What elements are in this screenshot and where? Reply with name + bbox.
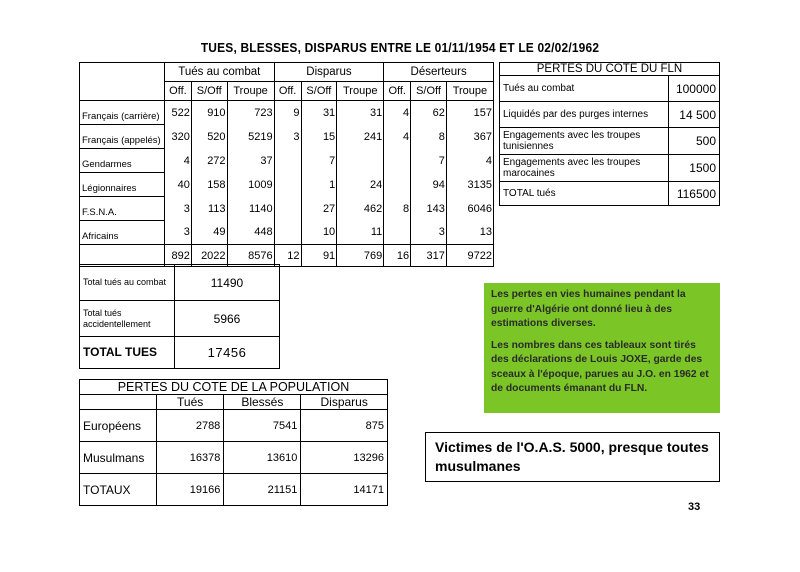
fln-row-value: 100000 [669,76,720,102]
subcolumn-header: Troupe [337,82,384,101]
oas-victims-box: Victimes de l'O.A.S. 5000, presque toutes musulmanes [425,432,720,482]
row-label: Français (appelés) [80,125,165,149]
table-cell [274,221,301,245]
fln-row-label: Liquidés par des purges internes [500,102,669,128]
table-cell: 157 [446,101,493,125]
table-cell [274,197,301,221]
table-cell: 7 [411,149,447,173]
subcolumn-header: Off. [274,82,301,101]
note-paragraph-sources: Les nombres dans ces tableaux sont tirés des déclarations de Louis JOXE, garde des sceaux à l'époque, parues au J.O. en 1962 et de documents émanant du FLN. [491,339,709,394]
total-cell: 12 [274,245,301,267]
population-total-cell: 21151 [224,474,301,506]
table-cell: 1 [301,173,337,197]
table-cell: 241 [337,125,384,149]
table-row [80,101,494,125]
table-cell: 910 [191,101,227,125]
table-cell: 3 [165,197,192,221]
population-cell: 7541 [224,410,301,442]
table-cell: 367 [446,125,493,149]
population-cell: 875 [301,410,388,442]
row-label: Français (carrière) [80,101,165,125]
total-cell: 317 [411,245,447,267]
table-cell: 1140 [227,197,274,221]
total-cell: 2022 [191,245,227,267]
fln-total-value: 116500 [669,182,720,206]
table-cell: 37 [227,149,274,173]
killed-summary-table [79,264,280,369]
table-cell: 10 [301,221,337,245]
group-header-killed: Tués au combat [165,63,275,82]
row-label: Gendarmes [80,149,165,173]
subcolumn-header: S/Off [191,82,227,101]
population-total-label: TOTAUX [80,474,157,506]
accident-total-value: 5966 [175,301,280,337]
table-cell: 27 [301,197,337,221]
population-cell: 2788 [157,410,224,442]
fln-row-value: 14 500 [669,102,720,128]
population-cell: 13610 [224,442,301,474]
population-column-header: Disparus [301,395,388,410]
table-cell: 7 [301,149,337,173]
table-cell: 3 [411,221,447,245]
table-cell: 49 [191,221,227,245]
table-cell: 94 [411,173,447,197]
total-cell: 91 [301,245,337,267]
table-cell [384,173,411,197]
fln-header: PERTES DU COTE DU FLN [500,63,720,76]
table-cell: 113 [191,197,227,221]
population-losses-table [79,379,388,506]
accident-total-label: Total tués accidentellement [80,301,175,337]
table-cell: 40 [165,173,192,197]
table-cell [337,149,384,173]
table-cell: 448 [227,221,274,245]
subcolumn-header: Troupe [446,82,493,101]
table-row [80,149,494,173]
group-header-deserters: Déserteurs [384,63,494,82]
page-title: TUES, BLESSES, DISPARUS ENTRE LE 01/11/1954 ET LE 02/02/1962 [200,40,600,55]
table-cell: 3 [274,125,301,149]
page-number: 33 [688,501,701,513]
population-header: PERTES DU COTE DE LA POPULATION [80,380,388,395]
table-cell: 3135 [446,173,493,197]
population-cell: 13296 [301,442,388,474]
table-row [80,125,494,149]
combat-total-value: 11490 [175,265,280,301]
table-cell: 723 [227,101,274,125]
note-paragraph-estimates: Les pertes en vies humaines pendant la guerre d'Algérie ont donné lieu à des estimations diverses. [491,289,686,329]
subcolumn-header: S/Off [301,82,337,101]
population-corner-cell [80,395,157,410]
grand-total-label: TOTAL TUES [80,337,175,369]
table-cell: 462 [337,197,384,221]
row-label: Africains [80,221,165,245]
grand-total-value: 17456 [175,337,280,369]
table-row [80,173,494,197]
corner-cell [80,63,165,101]
table-cell: 31 [301,101,337,125]
table-cell: 11 [337,221,384,245]
table-cell: 143 [411,197,447,221]
table-cell: 4 [384,101,411,125]
sources-note-box [484,283,720,413]
table-cell: 4 [165,149,192,173]
population-row-label: Musulmans [80,442,157,474]
population-row-label: Européens [80,410,157,442]
fln-row-label: Engagements avec les troupes tunisiennes [500,128,669,155]
table-cell: 13 [446,221,493,245]
subcolumn-header: Off. [165,82,192,101]
fln-total-label: TOTAL tués [500,182,669,206]
fln-losses-table [499,62,720,206]
table-cell: 8 [411,125,447,149]
population-total-cell: 19166 [157,474,224,506]
population-column-header: Tués [157,395,224,410]
population-total-cell: 14171 [301,474,388,506]
total-cell: 16 [384,245,411,267]
table-cell: 6046 [446,197,493,221]
total-cell: 8576 [227,245,274,267]
table-row [80,221,494,245]
fln-row-value: 1500 [669,155,720,182]
subcolumn-header: Troupe [227,82,274,101]
table-cell: 24 [337,173,384,197]
table-cell: 8 [384,197,411,221]
table-cell [274,173,301,197]
table-cell: 520 [191,125,227,149]
table-cell: 62 [411,101,447,125]
table-cell: 15 [301,125,337,149]
population-column-header: Blessés [224,395,301,410]
table-cell: 522 [165,101,192,125]
subcolumn-header: Off. [384,82,411,101]
table-cell: 4 [384,125,411,149]
total-cell: 9722 [446,245,493,267]
total-cell: 892 [165,245,192,267]
total-cell: 769 [337,245,384,267]
table-cell: 158 [191,173,227,197]
table-cell [384,149,411,173]
row-label: F.S.N.A. [80,197,165,221]
fln-row-value: 500 [669,128,720,155]
subcolumn-header: S/Off [411,82,447,101]
table-cell [384,221,411,245]
losses-table [79,62,494,267]
table-cell: 31 [337,101,384,125]
table-cell: 4 [446,149,493,173]
table-row [80,197,494,221]
table-cell: 272 [191,149,227,173]
fln-row-label: Engagements avec les troupes marocaines [500,155,669,182]
table-cell: 3 [165,221,192,245]
group-header-missing: Disparus [274,63,384,82]
table-cell: 1009 [227,173,274,197]
row-label: Légionnaires [80,173,165,197]
table-cell [274,149,301,173]
fln-row-label: Tués au combat [500,76,669,102]
table-cell: 320 [165,125,192,149]
table-cell: 5219 [227,125,274,149]
table-cell: 9 [274,101,301,125]
combat-total-label: Total tués au combat [80,265,175,301]
population-cell: 16378 [157,442,224,474]
